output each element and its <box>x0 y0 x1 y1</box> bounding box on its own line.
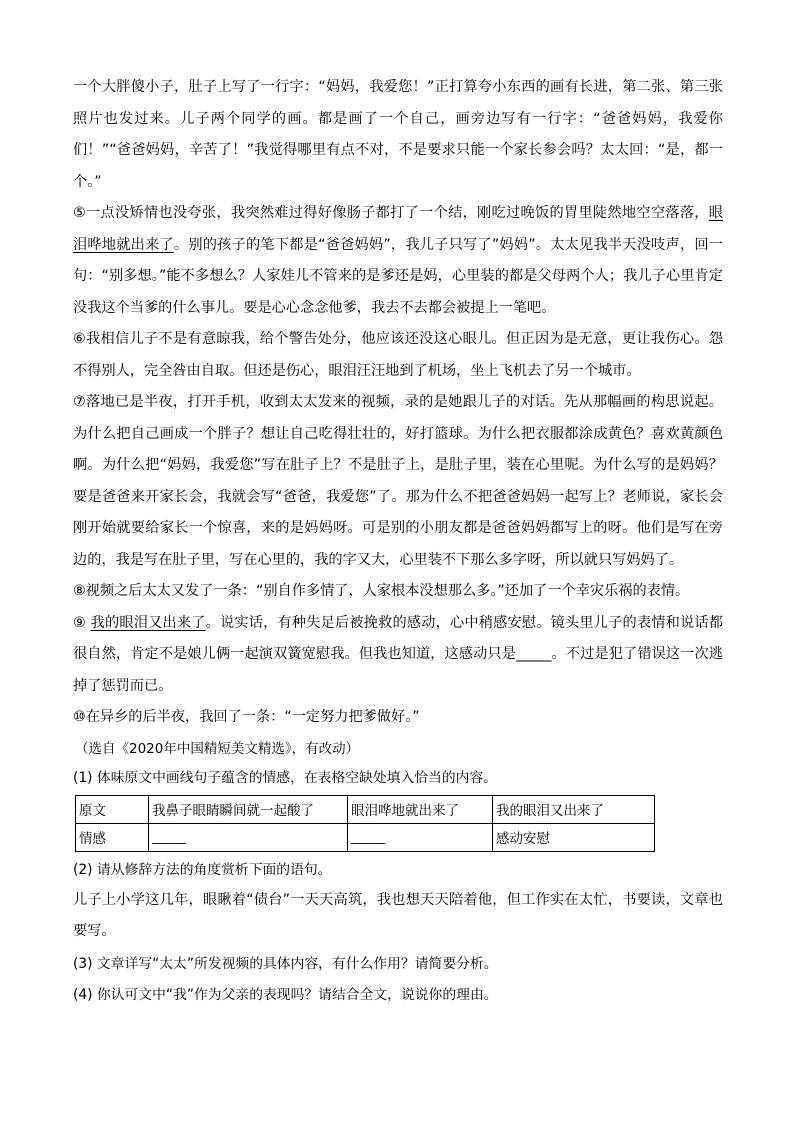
table-row <box>76 823 655 851</box>
paragraph-10: ⑩在异乡的后半夜，我回了一条：“一定努力把爹做好。” <box>73 709 420 725</box>
table-cell: 原文 <box>76 795 149 823</box>
answer-table <box>75 795 655 852</box>
table-cell: 我鼻子眼睛瞬间就一起酸了 <box>149 795 348 823</box>
table-cell: 眼泪哗地就出来了 <box>348 795 493 823</box>
question-2-quote: 儿子上小学这几年，眼瞅着“债台”一天天高筑，我也想天天陪着他，但工作实在太忙，书要读，文章也要写。 <box>73 891 723 939</box>
underlined-sentence-tears-again: 我的眼泪又出来了 <box>90 614 206 631</box>
table-cell: 我的眼泪又出来了 <box>493 795 655 823</box>
paragraph-5 <box>73 198 723 324</box>
paragraph-9-text-b: 。说实话，有种失足后被挽救的感动，心中稍感安慰。镜头里儿子的表情和说话都很自然，肯定不是娘儿俩一起演双簧宽慰我。但我也知道，这感动只是 <box>73 614 723 662</box>
table-cell-blank: _____ <box>348 823 493 851</box>
paragraph-9 <box>73 608 723 703</box>
table-cell-blank: _____ <box>149 823 348 851</box>
source-citation: （选自《2020年中国精短美文精选》，有改动） <box>75 740 360 757</box>
paragraph-9-number: ⑨ <box>73 614 91 631</box>
table-cell: 情感 <box>76 823 149 851</box>
paragraph-5-text-a: ⑤一点没矫情也没夸张，我突然难过得好像肠子都打了一个结，刚吃过晚饭的胃里陡然地空空落落， <box>73 205 709 221</box>
document-page <box>73 72 723 1010</box>
table-row <box>76 795 655 823</box>
question-4: (4) 你认可文中“我”作为父亲的表现吗？请结合全文，说说你的理由。 <box>73 986 498 1003</box>
question-1: (1) 体味原文中画线句子蕴含的情感，在表格空缺处填入恰当的内容。 <box>73 769 498 786</box>
paragraph-8: ⑧视频之后太太又发了一条：“别自作多情了，人家根本没想那么多。”还加了一个幸灾乐祸的表情。 <box>73 583 690 599</box>
paragraph-7: ⑦落地已是半夜，打开手机，收到太太发来的视频，录的是她跟儿子的对话。先从那幅画的构思说起。为什么把自己画成一个胖子？想让自己吃得壮壮的，好打篮球。为什么把衣服都涂成黄色？喜欢黄颜色啊。为什么把“妈妈，我爱您”写在肚子上？不是肚子上，是肚子里，装在心里呢。为什么写的是妈妈？要是爸爸来开家长会，我就会写“爸爸，我爱您”了。那为什么不把爸爸妈妈一起写上？老师说，家长会刚开始就要给家长一个惊喜，来的是妈妈呀。可是别的小朋友都是爸爸妈妈都写上的呀。他们是写在旁边的，我是写在肚子里，写在心里的，我的字又大，心里装不下那么多字呀，所以就只写妈妈了。 <box>73 394 723 568</box>
question-2: (2) 请从修辞方法的角度赏析下面的语句。 <box>73 861 332 878</box>
paragraph-9-text-c: 。不过是犯了错误这一次逃掉了惩罚而已。 <box>73 646 723 694</box>
paragraph-5-text-b: 。别的孩子的笔下都是“爸爸妈妈”，我儿子只写了”妈妈”。太太见我半天没吱声，回一句：“别多想。”能不多想么？人家娃儿不管来的是爹还是妈，心里装的都是父母两个人；我儿子心里肯定没我这个当爹的什么事儿。要是心心念念他爹，我去不去都会被提上一笔吧。 <box>73 236 723 316</box>
table-cell: 感动安慰 <box>493 823 655 851</box>
paragraph-6: ⑥我相信儿子不是有意晾我，给个警告处分，他应该还没这心眼儿。但正因为是无意，更让我伤心。怨不得别人，完全咎由自取。但还是伤心，眼泪汪汪地到了机场，坐上飞机去了另一个城市。 <box>73 331 723 379</box>
question-3: (3) 文章详写“太太”所发视频的具体内容，有什么作用？请简要分析。 <box>73 955 498 972</box>
paragraph-continuation: 一个大胖傻小子，肚子上写了一行字：“妈妈，我爱您！”正打算夸小东西的画有长进，第二张、第三张照片也发过来。儿子两个同学的画。都是画了一个自己，画旁边写有一行字：“爸爸妈妈，我爱你们！”“爸爸妈妈，辛苦了！”我觉得哪里有点不对，不是要求只能一个家长参会吗？太太回：“是，都一个。” <box>73 79 723 190</box>
paragraph-9-blank: _____ <box>516 646 552 662</box>
underlined-sentence-tears-burst: 眼泪哗地就出来了 <box>73 205 723 253</box>
